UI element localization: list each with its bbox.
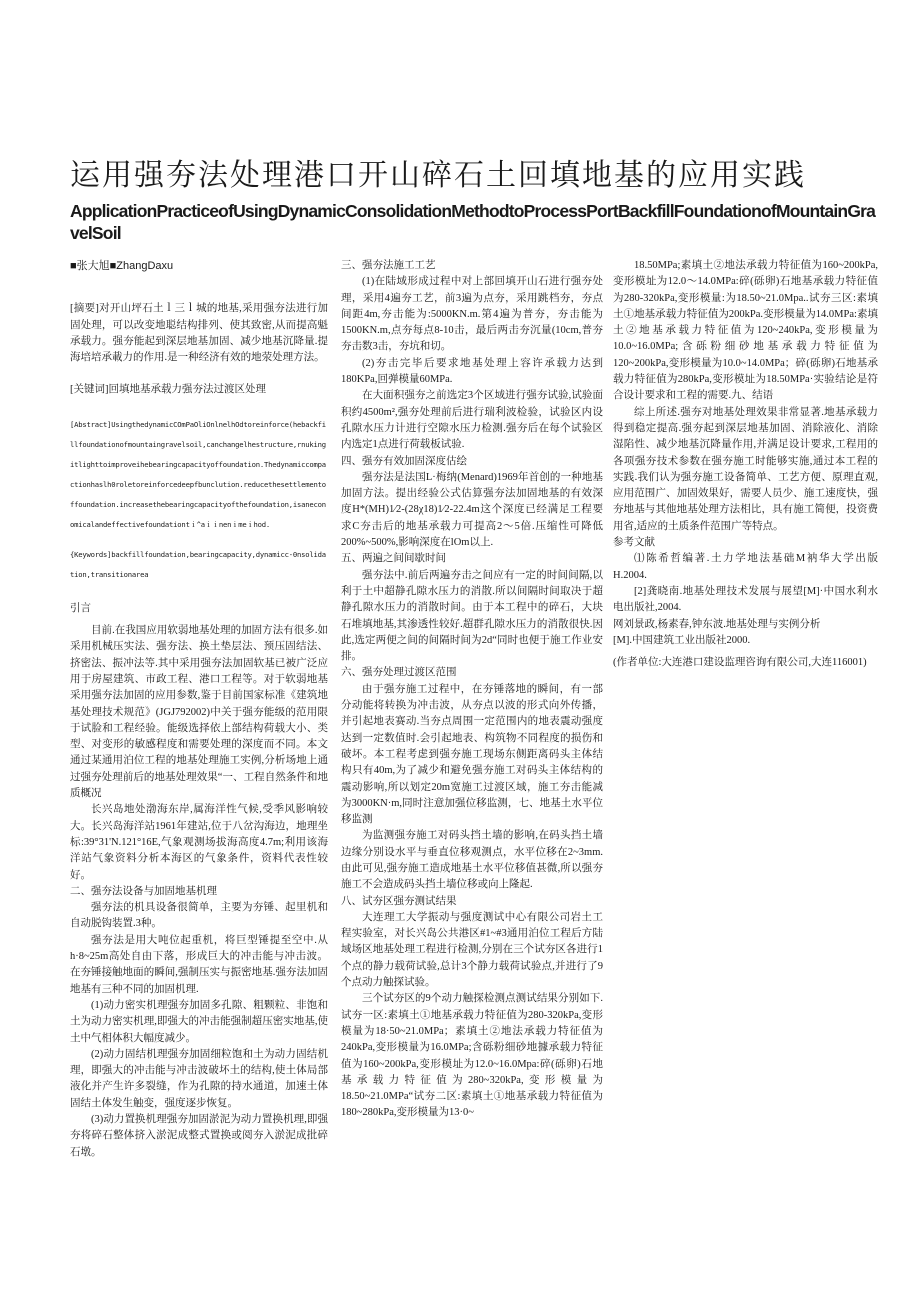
col2-paragraph: 为监测强夯施工对码头挡土墙的影响,在码头挡土墙边缘分别设水平与垂直位移观测点，水平位移在2~3mm.由此可见,强夯施工造成地基土水平位移值甚微,所以强夯施工不会造成码头挡土墙位移或向上隆起. bbox=[341, 830, 603, 891]
col2-paragraph: 三、强夯法施工工艺 bbox=[341, 260, 436, 271]
col1-paragraph: 强夯法是用大吨位起重机，将巨型锤提至空中.从h·8~25m高处自由下落，形成巨大的冲击能与冲击波。在夯锤接触地面的瞬间,强制压实与振密地基.强夯法加固地基有三种不同的加固机理. bbox=[70, 934, 328, 995]
col3-paragraph: (作者单位:大连港口建设监理咨询有限公司,大连116001) bbox=[613, 657, 867, 669]
column-middle-body bbox=[341, 258, 603, 1122]
col2-paragraph: 在大面积强夯之前选定3个区域进行强夯试验,试验面积约4500m²,强夯处理前后进行瑞利波检验，试验区内设孔隙水压力计进行空隙水压力检测.强夯后在每个试验区内选定1点进行荷载板试验. bbox=[341, 390, 603, 451]
col2-paragraph: 五、两遍之间间歇时间 bbox=[341, 553, 446, 565]
col2-paragraph: 三个试夯区的9个动力触探检测点测试结果分别如下.试夯一区:素填土①地基承载力特征值为280-320kPa,变形模量为18·50~21.0MPa；素填土②地法承载力特征值为240kPa,变形模量为16.0MPa;含砾粉细砂地據承载力特征值为160~200kPa,变形模址为12.0~16.0Mpa:碎(砾卵)石地基承载力特征值为280~320kPa,变形模量为18.50~21.0MPa“试夯二区:素填土①地基承载力特征值为180~280kPa,变形模量为13·0~ bbox=[341, 993, 603, 1119]
column-left bbox=[70, 258, 328, 1161]
col2-paragraph: (1)在陆域形成过程中对上部回填开山石进行强夯处理，采用4遍夯工艺，前3遍为点夯，采用跳档夯，夯点间距4m,夯击能为:5000KN.m.第4遍为普夯，夯击能为1500KN.m,点夯每点8-10击，最后两击夯沉量(10cm,普夯夯击数3击，夯坑和切。 bbox=[341, 276, 603, 353]
column-right bbox=[613, 258, 878, 671]
col3-paragraph: ⑴陈希哲编著.土力学地法基础M衲华大学出版H.2004. bbox=[613, 553, 878, 581]
col3-paragraph: 综上所述.强夯对地基处理效果非常显著.地基承载力得到稳定提高.强夯起到深层地基加固、消除液化、消除湿陷性、减少地基沉降量作用,并满足设计要求,工程用的各项强夯技术参数在强夯施工时能够实施,通过本工程的实践.我们认为强夯施工设备简单、工艺方便、原理直观,应用范围广、加固效果好，需要人员少、施工速度快，强夯地基与其他地基处理方法相比，具有施工简便，投资费用省,适应的土质条件范围广等特点。 bbox=[613, 406, 878, 532]
col1-paragraph: (3)动力置换机理强夯加固淤泥为动力置换机理,即强夯将碎石整体挤入淤泥成整式置换或阅夯入淤泥成批碎石墩。 bbox=[70, 1113, 328, 1158]
col3-paragraph: 18.50MPa;素填土②地法承载力特征值为160~200kPa,变形模址为12.0〜14.0MPa:碎(砾卵)石地基承载力特征值为280-320kPa,变形模量:为18.50~21.0Mpa..试夯三区:素填土①地基承载力特征值为200kPa.变形模量为14.0MPa:素填土②地基承载力特征值为120~240kPa,变形模量为10.0~16.0MPa;含砾粉细砂地基承载力特征值为120~200kPa,变形模量为10.0~14.0MPa；碎(砾卵)石地基承载力特征值为280kPa,变形模址为18.50MPa·实验结论是符合设计要求和工程的需要.九、结语 bbox=[613, 260, 878, 402]
col1-paragraph: (2)动力固结机理强夯加固细粒饱和土为动力固结机理，即强大的冲击能与冲击波破坏土的结构,使土体局部液化并产生许多裂缝，作为孔隙的持水通道，加速土体固结土体发生触变，强度逐步恢复。 bbox=[70, 1048, 328, 1109]
col3-paragraph: [2]龚晓南.地基处理技术发展与展望[M]·中国水利水电出版社,2004. bbox=[613, 585, 878, 614]
paper-title-cn: 运用强夯法处理港口开山碎石土回填地基的应用实践 bbox=[70, 159, 806, 192]
col2-paragraph: 强夯法中.前后两遍夯击之间应有一定的时间间隔,以利于土中超静孔隙水压力的消散.所以间隔时间取决于超静孔隙水压力的消散时间。由于本工程中的碎石，大块石堆填地基,其渗透性较好.超群孔隙水压力的消散很快.因此,选定两便之间的间隔时间为2d“同时也便于施工作业安排。 bbox=[341, 569, 603, 663]
col1-paragraph: 二、强夯法设备与加固地基机理 bbox=[70, 885, 217, 897]
col3-paragraph: [M].中国建筑工业出版社2000. bbox=[613, 634, 751, 646]
col1-paragraph: 长兴岛地处渤海东岸,属海洋性气候,受季风影响较大。长兴岛海洋站1961年建站,位于八岔沟海边，地理坐标:39°31'N.121°16E,气象观测场拔海高度4.7m;利用该海洋站气象资料分析本海区的气象条件，资料代表性较好。 bbox=[70, 804, 328, 881]
col2-paragraph: 六、强夯处理过渡区范围 bbox=[341, 667, 457, 679]
col2-paragraph: 强夯法是法国L·梅纳(Menard)1969年首创的一种地基加固方法。提出经验公式估算强夯法加固地基的有效深度H*(MH)1⁄2-(28χ18)1⁄2-22.4m这个深度已经满足工程要求C夯击后的地基承载力可提高2〜5倍.压缩性可降低200%~500%,影响深度在lOm以上. bbox=[341, 471, 603, 549]
authors: ■张大旭■ZhangDaxu bbox=[70, 260, 174, 272]
col2-paragraph: 大连理工大学振动与强度测试中心有限公司岩土工程实验室，对长兴岛公共港区#1~#3通用泊位工程后方陆域场区地基处理工程进行检测,分别在三个试夯区各进行1个点的静力载荷试验,总计3个静力载荷试验点,并进行了9个点动力触探试验。 bbox=[341, 911, 603, 989]
col3-paragraph: 参考文献 bbox=[613, 537, 655, 549]
col2-paragraph: 由于强夯施工过程中，在夯锤落地的瞬间，有一部分动能将转换为冲击波，从夯点以波的形式向外传播，并引起地表赛动.当夯点周围一定范围内的地表震动强度达到一定数值时.会引起地表、构筑物不同程度的损伤和破坏。本工程考虑到强夯施工现场东侧距离码头主体结构只有40m,为了减少和避免强夯施工对码头主体结构的震动影响,所以划定20m宽施工过渡区域，施工夯击能减为3000KN·m,同时注意加强位移监测，七、地基土水平位移监测 bbox=[341, 683, 603, 826]
col2-paragraph: 八、试夯区强夯测试结果 bbox=[341, 895, 457, 907]
column-right-body bbox=[613, 258, 878, 671]
col3-paragraph: 网刘景政,杨素春,钟东波.地基处理与实例分析 bbox=[613, 618, 821, 630]
col2-paragraph: (2)夯击完毕后要求地基处理上容许承载力达到180KPa,回弹模量60MPa. bbox=[341, 357, 603, 386]
col2-paragraph: 四、强夯有效加固深度估绘 bbox=[341, 455, 467, 467]
abstract-en: [Abstract]UsingthedynamicCOmPaOliOnlnelhOdtoreinforce(hebackfillfoundationofmountaingravelsoil,canchangelhestructure,rnukingitlighttoimproveihebearingcapacityoffoundation.Thedynamiccompactionhaslh0roletoreinforcedeepfbunclution.reducethesettlementoffoundation.increasethebearingcapacityofthefoundation,isaneconomicalandeffectivefoundationtｉ^aｉｉnenｉmeｉhod. bbox=[70, 419, 326, 529]
col1-paragraph: (1)动力密实机理强夯加固多孔隙、粗颗粒、非饱和土为动力密实机理,即强大的冲击能强制超压密实地基,使土中气相体积大幅度减少。 bbox=[70, 999, 328, 1044]
keywords-en: {Keywords]backfillfoundation,bearingcapacity,dynamicc-0nsolidation,transitionarea bbox=[70, 549, 326, 579]
col1-paragraph: 引言 bbox=[70, 602, 91, 614]
col1-paragraph: 目前.在我国应用软弱地基处理的加固方法有很多.如采用机械压实法、强夯法、换土垫层法、预压固结法、挤密法、振冲法等.其中采用强夯法加固软基已被广泛应用于房屋建筑、市政工程、港口工程等。对于软弱地基采用强夯法加固的应用参数,鉴于目前国家标准《建筑地基处理技术规范》(JGJ792002)中关于强夯能级的范用限于试脸和工程经验。能级选择依上部结构荷载大小、类型、对变形的敏感程度和需要处理的深度而不同。本文通过某通用泊位工程的地基处理施工实例,分析场地上通过强夯处理前后的地基处理效果“一、工程自然条件和地质概况 bbox=[70, 625, 328, 800]
keywords-cn: [关键词]回填地基承载力强夯法过渡区处理 bbox=[70, 384, 266, 396]
col1-paragraph: 强夯法的机具设备很简单，主要为夯锤、起里机和自动脱钩装置.3种。 bbox=[70, 902, 328, 930]
abstract-cn: [摘要]对开山坪石土ｌ三ｌ城的地基,采用强夯法进行加固处理，可以改变地聪结构排列、使其致密,从而提高魁承载力。强夯能起到深层地基加固、减少地基沉降量.提海培培承載力的作用.是一种经济有效的地荥处理方法。 bbox=[70, 303, 328, 364]
column-middle bbox=[341, 258, 603, 1122]
column-left-body bbox=[70, 601, 328, 1161]
paper-title-en: ApplicationPracticeofUsingDynamicConsolidationMethodtoProcessPortBackfillFoundationofMountainGravelSoil bbox=[70, 201, 876, 243]
